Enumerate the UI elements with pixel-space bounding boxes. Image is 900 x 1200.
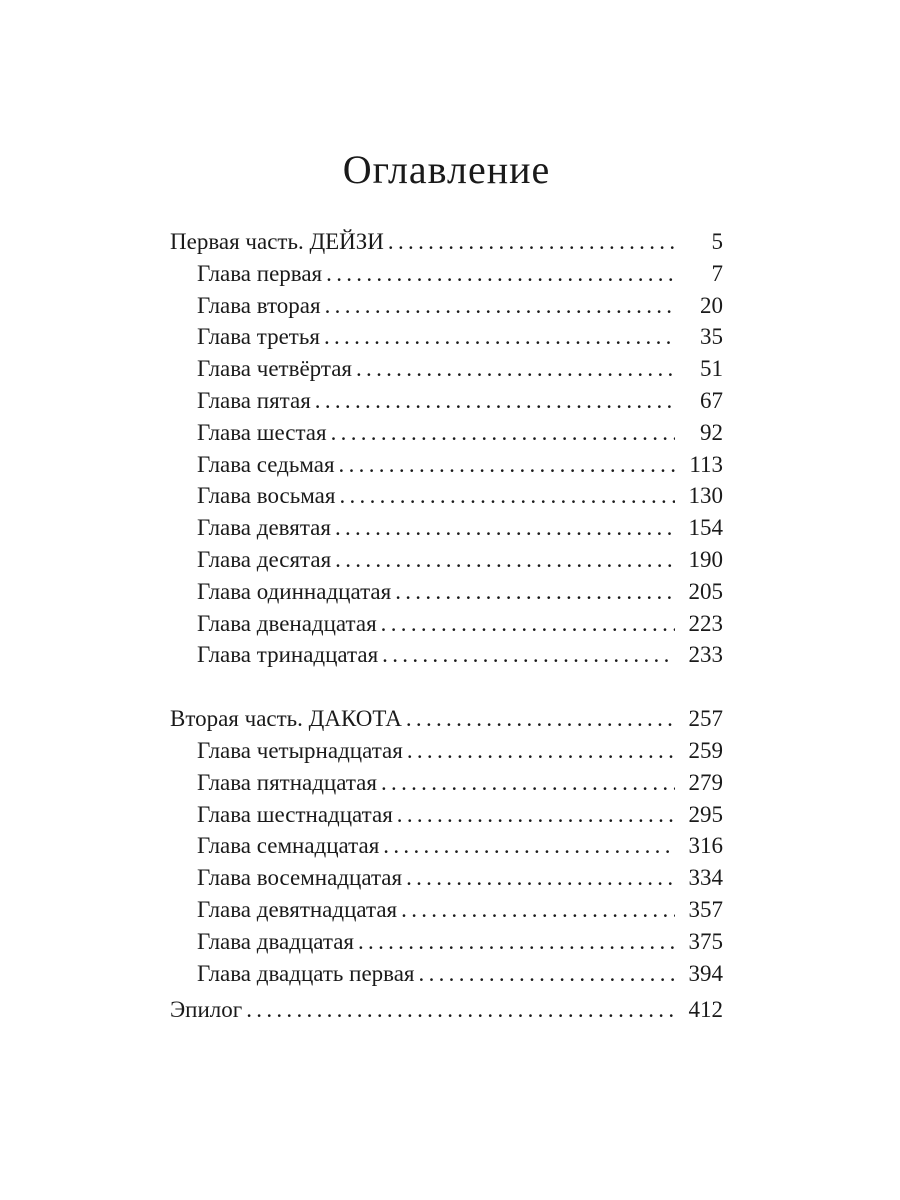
toc-entry-label: Глава шестнадцатая	[197, 801, 393, 827]
toc-chapter-entry	[170, 894, 723, 926]
dot-leader	[402, 703, 675, 735]
toc-chapter-entry	[170, 799, 723, 831]
toc-chapter-entry	[170, 512, 723, 544]
toc-entry-page: 5	[711, 229, 723, 254]
dot-leader	[377, 767, 675, 799]
toc-chapter-entry	[170, 353, 723, 385]
toc-entry-page: 130	[688, 483, 723, 509]
toc-entry-label: Глава первая	[197, 260, 323, 286]
toc-chapter-entry	[170, 576, 723, 608]
toc-entry-label: Глава восьмая	[197, 483, 336, 509]
toc-entry-page: 257	[688, 706, 723, 732]
toc-entry-label: Глава шестая	[197, 419, 327, 445]
toc-entry-label: Вторая часть. ДАКОТА	[170, 706, 402, 732]
toc-entry-label: Глава третья	[197, 324, 320, 350]
dot-leader	[322, 258, 675, 290]
toc-entry-label: Глава четырнадцатая	[197, 737, 403, 763]
toc-chapter-entry	[170, 862, 723, 894]
toc-entry-label: Глава восемнадцатая	[197, 865, 403, 891]
toc-chapter-entry	[170, 417, 723, 449]
dot-leader	[311, 385, 675, 417]
dot-leader	[415, 958, 675, 990]
toc-entry-page: 7	[711, 260, 723, 286]
dot-leader	[331, 544, 675, 576]
toc-entry-page: 279	[688, 769, 723, 795]
toc-entry-label: Глава двадцать первая	[197, 960, 415, 986]
dot-leader	[379, 830, 675, 862]
toc-chapter-entry	[170, 735, 723, 767]
toc-chapter-entry	[170, 290, 723, 322]
toc-entry-label: Глава одиннадцатая	[197, 578, 392, 604]
toc-entry-label: Глава семнадцатая	[197, 833, 380, 859]
toc-entry-page: 316	[688, 833, 723, 859]
toc-entry-label: Глава десятая	[197, 546, 332, 572]
dot-leader	[352, 353, 675, 385]
toc-entry-page: 233	[688, 642, 723, 668]
toc-chapter-entry	[170, 639, 723, 671]
dot-leader	[335, 480, 675, 512]
toc-chapter-entry	[170, 258, 723, 290]
toc-chapter-entry	[170, 449, 723, 481]
toc-chapter-entry	[170, 958, 723, 990]
toc-entry-label: Глава тринадцатая	[197, 642, 379, 668]
toc-entry-label: Глава седьмая	[197, 451, 335, 477]
toc-entry-page: 92	[700, 419, 723, 445]
toc-chapter-entry	[170, 608, 723, 640]
toc-entry-page: 67	[700, 387, 723, 413]
dot-leader	[393, 799, 675, 831]
toc-entry-page: 20	[700, 292, 723, 318]
toc-chapter-entry	[170, 544, 723, 576]
toc-entry-page: 295	[688, 801, 723, 827]
toc-entry-page: 223	[688, 610, 723, 636]
toc-entry-page: 412	[688, 997, 723, 1023]
dot-leader	[320, 321, 675, 353]
toc-part-entry	[170, 703, 723, 735]
dot-leader	[378, 639, 675, 671]
toc-entry-label: Глава четвёртая	[197, 356, 352, 382]
toc-chapter-entry	[170, 926, 723, 958]
dot-leader	[402, 862, 675, 894]
toc-chapter-entry	[170, 830, 723, 862]
toc-chapter-entry	[170, 385, 723, 417]
dot-leader	[321, 290, 675, 322]
toc-entry-page: 154	[688, 515, 723, 541]
dot-leader	[397, 894, 675, 926]
toc-entry-label: Глава девятая	[197, 515, 331, 541]
toc-entry-label: Глава пятая	[197, 387, 311, 413]
toc-entry-page: 51	[700, 356, 723, 382]
toc-entry-page: 259	[688, 737, 723, 763]
toc-chapter-entry	[170, 321, 723, 353]
toc-part-entry	[170, 226, 723, 258]
toc-entry-label: Первая часть. ДЕЙЗИ	[170, 229, 384, 254]
toc-entry-page: 375	[688, 928, 723, 954]
toc-entry-label: Глава двенадцатая	[197, 610, 377, 636]
dot-leader	[354, 926, 675, 958]
toc-chapter-entry	[170, 480, 723, 512]
toc-entry-page: 35	[700, 324, 723, 350]
dot-leader	[384, 226, 675, 258]
dot-leader	[335, 449, 675, 481]
toc-chapter-entry	[170, 767, 723, 799]
dot-leader	[403, 735, 675, 767]
toc-entry-page: 357	[688, 896, 723, 922]
toc-entry-label: Глава двадцатая	[197, 928, 354, 954]
toc-list	[170, 226, 723, 1026]
toc-entry-label: Эпилог	[170, 997, 243, 1023]
toc-entry-label: Глава пятнадцатая	[197, 769, 377, 795]
toc-part-entry	[170, 994, 723, 1026]
dot-leader	[391, 576, 675, 608]
dot-leader	[242, 994, 675, 1026]
toc-entry-page: 334	[688, 865, 723, 891]
toc-entry-page: 394	[688, 960, 723, 986]
dot-leader	[331, 512, 675, 544]
toc-entry-page: 205	[688, 578, 723, 604]
toc-entry-label: Глава вторая	[197, 292, 321, 318]
toc-entry-page: 113	[689, 451, 723, 477]
dot-leader	[377, 608, 675, 640]
toc-entry-page: 190	[688, 546, 723, 572]
page-title: Оглавление	[342, 147, 551, 192]
toc-entry-label: Глава девятнадцатая	[197, 896, 398, 922]
dot-leader	[327, 417, 675, 449]
